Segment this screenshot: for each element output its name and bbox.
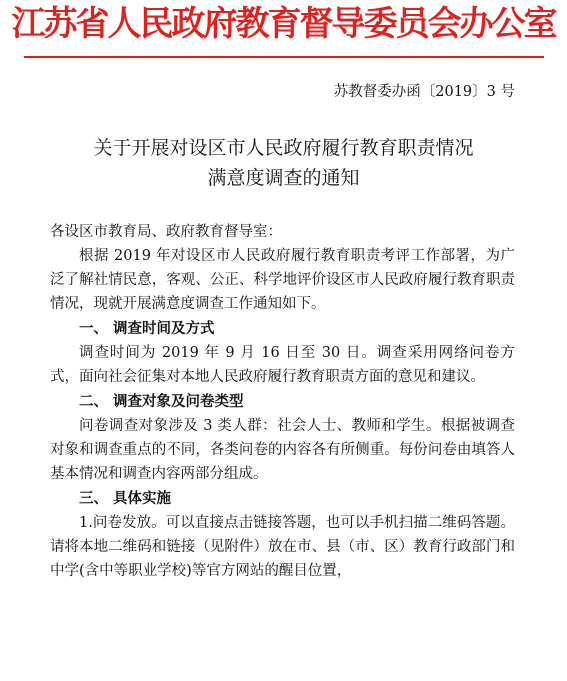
section-body-1: 调查时间为 2019 年 9 月 16 日至 30 日。调查采用网络问卷方式，面向社会征集对本地人民政府履行教育职责方面的意见和建议。 (50, 345, 515, 385)
section-heading-1: 一、 调查时间及方式 (79, 321, 215, 337)
section-heading-2: 二、 调查对象及问卷类型 (79, 394, 244, 410)
section-body-2: 问卷调查对象涉及 3 类人群：社会人士、教师和学生。根据被调查对象和调查重点的不同，各类问卷的内容各有所侧重。每份问卷由填答人基本情况和调查内容两部分组成。 (50, 418, 515, 482)
section-body-3: 1.问卷发放。可以直接点击链接答题，也可以手机扫描二维码答题。请将本地二维码和链接（见附件）放在市、县（市、区）教育行政部门和中学(含中等职业学校)等官方网站的醒目位置， (50, 515, 515, 579)
document-body (50, 220, 515, 583)
section-heading-3: 三、 具体实施 (79, 491, 172, 507)
issuing-org-title: 江苏省人民政府教育督导委员会办公室 (11, 4, 556, 44)
document-number: 苏教督委办函〔2019〕3 号 (333, 84, 515, 100)
header-red-rule (24, 56, 544, 58)
document-title (0, 133, 567, 193)
title-line-2: 满意度调查的通知 (207, 167, 360, 189)
title-line-1: 关于开展对设区市人民政府履行教育职责情况 (93, 137, 474, 159)
intro-paragraph: 根据 2019 年对设区市人民政府履行教育职责考评工作部署，为广泛了解社情民意，客观、公正、科学地评价设区市人民政府履行教育职责情况，现就开展满意度调查工作通知如下。 (50, 248, 515, 312)
salutation: 各设区市教育局、政府教育督导室： (50, 224, 282, 240)
